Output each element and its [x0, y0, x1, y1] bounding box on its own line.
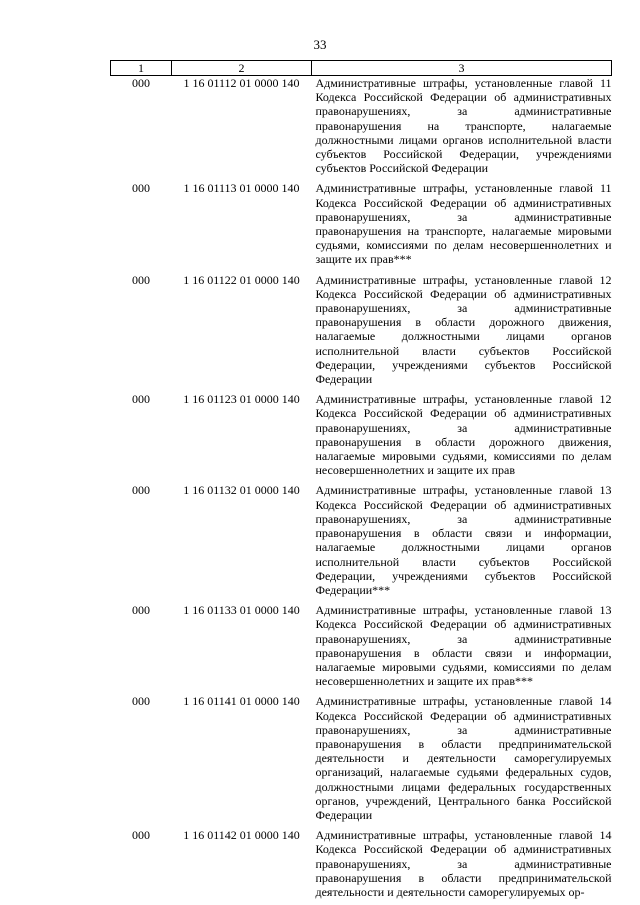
revenue-description: Административные штрафы, установленные главой 11 Кодекса Российской Федерации об административных правонарушениях, за административные правонарушения на транспорте, налагаемые должностными лицами органов исполнительной власти субъектов Российской Федерации, учреждениями субъектов Российской Федерации: [315, 76, 612, 176]
table-row: [111, 273, 612, 393]
revenue-codes-table: [110, 60, 612, 899]
revenue-code: 1 16 01133 01 0000 140: [183, 603, 300, 618]
revenue-description: Административные штрафы, установленные главой 12 Кодекса Российской Федерации об административных правонарушениях, за административные правонарушения в области дорожного движения, налагаемые должностными лицами органов исполнительной власти субъектов Российской Федерации, учреждениями субъектов Российской Федерации: [315, 272, 612, 387]
admin-code: 000: [132, 603, 150, 618]
admin-code: 000: [132, 483, 150, 498]
admin-code: 000: [132, 392, 150, 407]
table-body: [111, 76, 612, 900]
admin-code: 000: [132, 694, 150, 709]
revenue-code: 1 16 01123 01 0000 140: [183, 392, 300, 407]
revenue-description: Административные штрафы, установленные главой 14 Кодекса Российской Федерации об административных правонарушениях, за административные правонарушения в области предпринимательской деятельности и деятельности саморегулируемых ор-: [315, 828, 612, 899]
table-row: [111, 392, 612, 483]
revenue-description: Административные штрафы, установленные главой 11 Кодекса Российской Федерации об административных правонарушениях, за административные правонарушения на транспорте, налагаемые мировыми судьями, комиссиями по делам несовершеннолетних и защите их прав***: [315, 181, 612, 267]
admin-code: 000: [132, 76, 150, 90]
revenue-description: Административные штрафы, установленные главой 13 Кодекса Российской Федерации об административных правонарушениях, за административные правонарушения в области связи и информации, налагаемые должностными лицами органов исполнительной власти субъектов Российской Федерации, учреждениями субъектов Российской Федерации***: [315, 483, 612, 597]
revenue-code: 1 16 01113 01 0000 140: [183, 181, 300, 196]
header-col-2: 2: [172, 61, 312, 76]
table-row: [111, 694, 612, 828]
header-col-1: 1: [111, 61, 172, 76]
revenue-description: Административные штрафы, установленные главой 14 Кодекса Российской Федерации об административных правонарушениях, за административные правонарушения в области предпринимательской деятельности и деятельности саморегулируемых организаций, налагаемые судьями федеральных судов, должностными лицами федеральных государственных органов, учреждений, Центрального банка Российской Федерации: [315, 694, 612, 822]
page-number: 33: [313, 37, 327, 52]
revenue-code: 1 16 01112 01 0000 140: [183, 76, 300, 90]
revenue-description: Административные штрафы, установленные главой 12 Кодекса Российской Федерации об административных правонарушениях, за административные правонарушения в области дорожного движения, налагаемые мировыми судьями, комиссиями по делам несовершеннолетних и защите их прав: [315, 392, 612, 478]
table-row: [111, 483, 612, 603]
admin-code: 000: [132, 828, 150, 843]
table-header: [111, 61, 612, 76]
table-row: [111, 76, 612, 182]
admin-code: 000: [132, 272, 150, 287]
revenue-code: 1 16 01141 01 0000 140: [183, 694, 300, 709]
table-row: [111, 603, 612, 694]
revenue-code: 1 16 01132 01 0000 140: [183, 483, 300, 498]
admin-code: 000: [132, 181, 150, 196]
revenue-description: Административные штрафы, установленные главой 13 Кодекса Российской Федерации об административных правонарушениях, за административные правонарушения в области связи и информации, налагаемые мировыми судьями, комиссиями по делам несовершеннолетних и защите их прав***: [315, 603, 612, 689]
header-col-3: 3: [312, 61, 612, 76]
table-row: [111, 828, 612, 899]
revenue-code: 1 16 01142 01 0000 140: [183, 828, 300, 843]
revenue-code: 1 16 01122 01 0000 140: [183, 272, 300, 287]
table-row: [111, 181, 612, 272]
